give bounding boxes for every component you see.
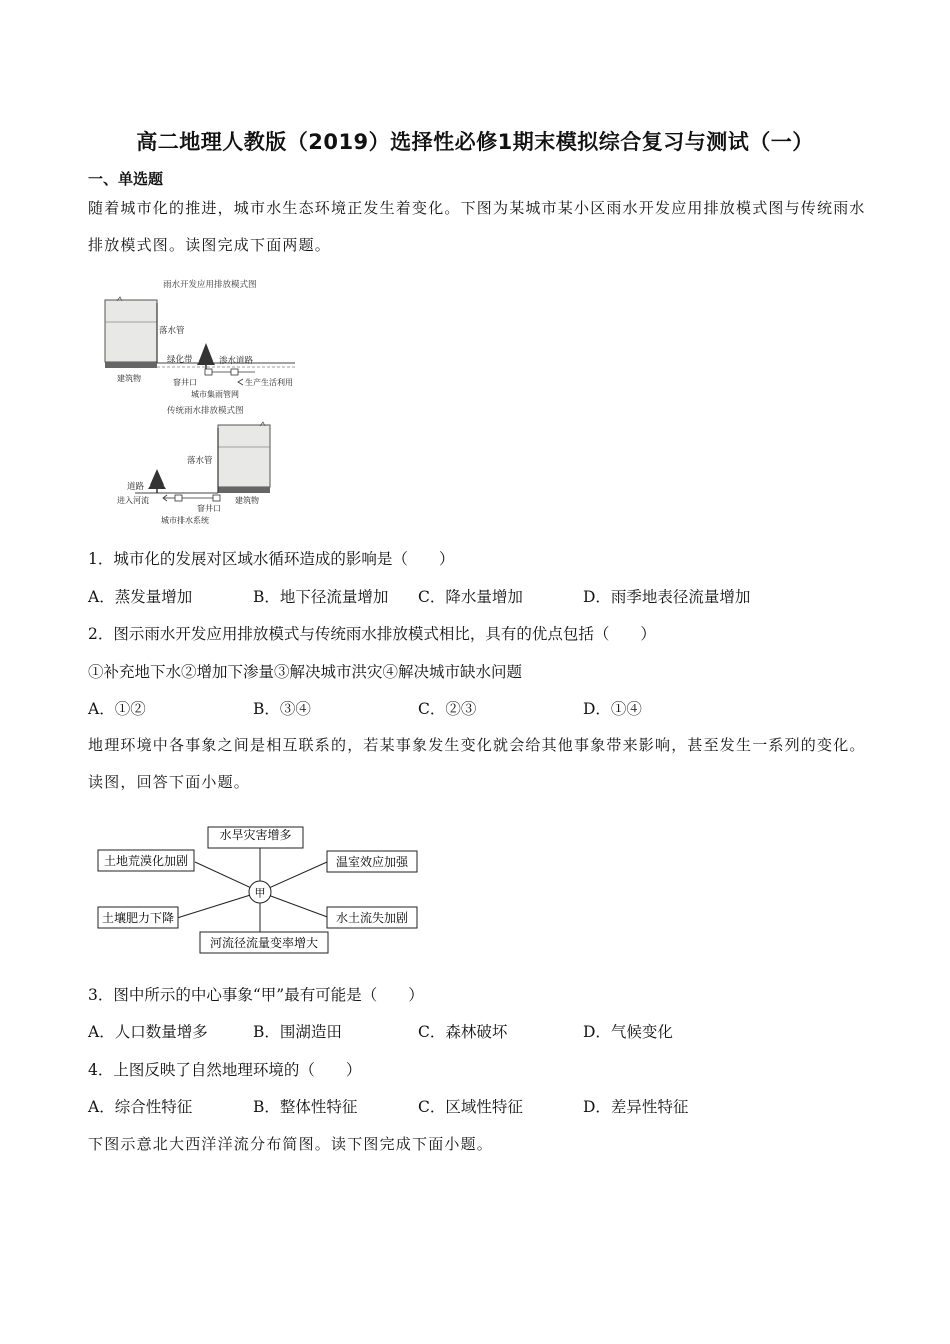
q4-option-a[interactable]: A．综合性特征 (88, 1098, 193, 1116)
q4-options (0, 1095, 950, 1117)
fig1-title-b: 传统雨水排放模式图 (167, 406, 244, 416)
q1-option-c[interactable]: C．降水量增加 (418, 588, 523, 606)
q4-stem: 4．上图反映了自然地理环境的（ ） (88, 1061, 362, 1079)
fig1-network: 城市集雨管网 (191, 390, 239, 399)
fig1-downpipe-a: 落水管 (159, 326, 185, 336)
q1-options (0, 585, 950, 607)
fig2-bottom: 河流径流量变率增大 (209, 936, 319, 950)
q2-option-c[interactable]: C．②③ (418, 700, 477, 718)
intro-paragraph-3: 下图示意北大西洋洋流分布简图。读下图完成下面小题。 (88, 1135, 494, 1153)
fig1-building-a: 建筑物 (117, 374, 141, 383)
q3-options (0, 1020, 950, 1042)
building-b-shape (218, 425, 270, 487)
q1-option-b[interactable]: B．地下径流量增加 (253, 588, 389, 606)
relationship-diagram (95, 822, 425, 954)
fig1-downpipe-b: 落水管 (187, 456, 213, 466)
q3-option-a[interactable]: A．人口数量增多 (88, 1023, 208, 1041)
q3-option-c[interactable]: C．森林破坏 (418, 1023, 508, 1041)
fig1-road: 道路 (127, 482, 145, 492)
fig2-upper-left: 土地荒漠化加剧 (103, 854, 189, 868)
intro-paragraph-2: 地理环境中各事象之间是相互联系的，若某事象发生变化就会给其他事象带来影响，甚至发生一系列的变化。读图，回答下面小题。 (88, 736, 866, 791)
fig1-title-a: 雨水开发应用排放模式图 (163, 280, 257, 290)
fig1-manhole-b: 窨井口 (197, 504, 221, 513)
q2-option-a[interactable]: A．①② (88, 700, 146, 718)
document-title: 高二地理人教版（2019）选择性必修1期末模拟综合复习与测试（一） (136, 130, 814, 154)
q1-stem: 1．城市化的发展对区域水循环造成的影响是（ ） (88, 550, 455, 568)
fig1-greenbelt: 绿化带 (167, 355, 193, 365)
fig2-upper-right: 温室效应加强 (335, 855, 409, 869)
fig1-building-b: 建筑物 (235, 496, 259, 505)
intro-paragraph-1: 随着城市化的推进，城市水生态环境正发生着变化。下图为某城市某小区雨水开发应用排放模式图与传统雨水排放模式图。读图完成下面两题。 (88, 199, 866, 254)
q2-option-d[interactable]: D．①④ (583, 700, 642, 718)
building-a-base (105, 362, 157, 368)
q1-option-d[interactable]: D．雨季地表径流量增加 (583, 588, 751, 606)
q3-option-b[interactable]: B．围湖造田 (253, 1023, 342, 1041)
fig2-lower-right: 水土流失加剧 (335, 911, 409, 925)
q2-option-b[interactable]: B．③④ (253, 700, 311, 718)
fig2-center: 甲 (254, 886, 266, 900)
q3-stem: 3．图中所示的中心事象“甲”最有可能是（ ） (88, 986, 424, 1004)
q4-option-c[interactable]: C．区域性特征 (418, 1098, 523, 1116)
q4-option-b[interactable]: B．整体性特征 (253, 1098, 358, 1116)
fig2-top: 水旱灾害增多 (219, 828, 292, 842)
q3-option-d[interactable]: D．气候变化 (583, 1023, 673, 1041)
q2-options (0, 697, 950, 719)
fig2-lower-left: 土壤肥力下降 (101, 911, 175, 925)
q2-stem: 2．图示雨水开发应用排放模式与传统雨水排放模式相比，具有的优点包括（ ） (88, 625, 656, 643)
q4-option-d[interactable]: D．差异性特征 (583, 1098, 689, 1116)
section-heading: 一、单选题 (88, 170, 164, 188)
q2-items: ①补充地下水②增加下渗量③解决城市洪灾④解决城市缺水问题 (88, 663, 523, 681)
fig1-manhole-a: 窨井口 (173, 378, 197, 387)
fig1-permeable-road: 渗水道路 (219, 356, 254, 366)
fig1-drainage: 城市排水系统 (161, 516, 209, 525)
q1-option-a[interactable]: A．蒸发量增加 (88, 588, 193, 606)
building-b-base (218, 487, 270, 493)
building-a-shape (105, 300, 157, 362)
rainwater-diagram (95, 275, 320, 527)
fig1-reuse: 生产生活利用 (245, 378, 293, 387)
fig1-to-river: 进入河流 (117, 496, 149, 505)
